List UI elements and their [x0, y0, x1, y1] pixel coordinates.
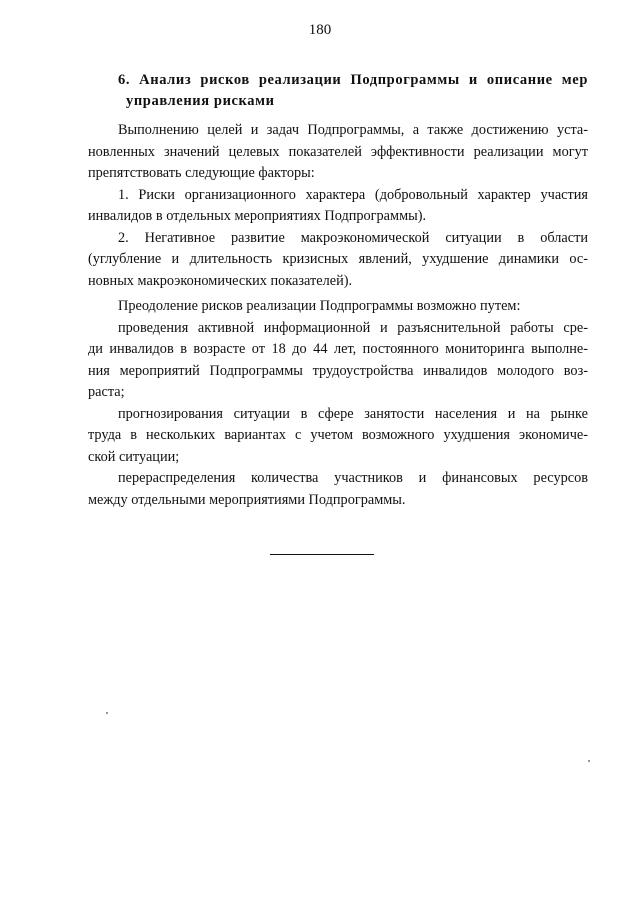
text-line: между отдельными мероприятиями Подпрограммы.: [88, 491, 406, 508]
text-line: труда в нескольких вариантах с учетом возможного ухудшения экономиче-: [88, 427, 588, 443]
text-line: ния мероприятий Подпрограммы трудоустройства инвалидов молодого воз-: [88, 362, 588, 379]
heading-line-2: управления рисками: [126, 93, 275, 109]
text-line: 1. Риски организационного характера (добровольный характер участия: [118, 186, 588, 203]
text-line: новных макроэкономических показателей).: [88, 272, 353, 289]
text-line: перераспределения количества участников и финансовых ресурсов: [118, 470, 588, 486]
paragraph: [88, 185, 588, 228]
text-line: проведения активной информационной и разъяснительной работы сре-: [118, 319, 588, 336]
paragraph: [88, 228, 588, 293]
paragraph: [88, 318, 588, 404]
paragraph: [88, 120, 588, 185]
end-divider-line: [270, 554, 374, 555]
text-line: ской ситуации;: [88, 448, 180, 465]
scan-speck: [106, 712, 108, 714]
page-number: 180: [308, 22, 332, 38]
paragraph: [88, 404, 588, 469]
text-line: препятствовать следующие факторы:: [88, 165, 315, 181]
text-line: Преодоление рисков реализации Подпрограммы возможно путем:: [118, 298, 521, 314]
paragraph: [88, 468, 588, 511]
body-text: [88, 120, 588, 511]
paragraph: [88, 296, 588, 318]
section-heading: [118, 70, 588, 112]
text-line: (углубление и длительность кризисных явлений, ухудшение динамики ос-: [88, 251, 588, 267]
text-line: инвалидов в отдельных мероприятиях Подпрограммы).: [88, 208, 427, 224]
text-line: прогнозирования ситуации в сфере занятости населения и на рынке: [118, 405, 588, 422]
heading-line-1: 6. Анализ рисков реализации Подпрограммы и описание мер: [118, 72, 588, 88]
text-line: ди инвалидов в возрасте от 18 до 44 лет, постоянного мониторинга выполне-: [88, 341, 588, 357]
scan-speck: [588, 760, 590, 762]
text-line: новленных значений целевых показателей эффективности реализации могут: [88, 143, 588, 160]
text-line: Выполнению целей и задач Подпрограммы, а также достижению уста-: [118, 122, 588, 138]
text-line: 2. Негативное развитие макроэкономической ситуации в области: [118, 229, 588, 246]
text-line: раста;: [88, 384, 125, 400]
